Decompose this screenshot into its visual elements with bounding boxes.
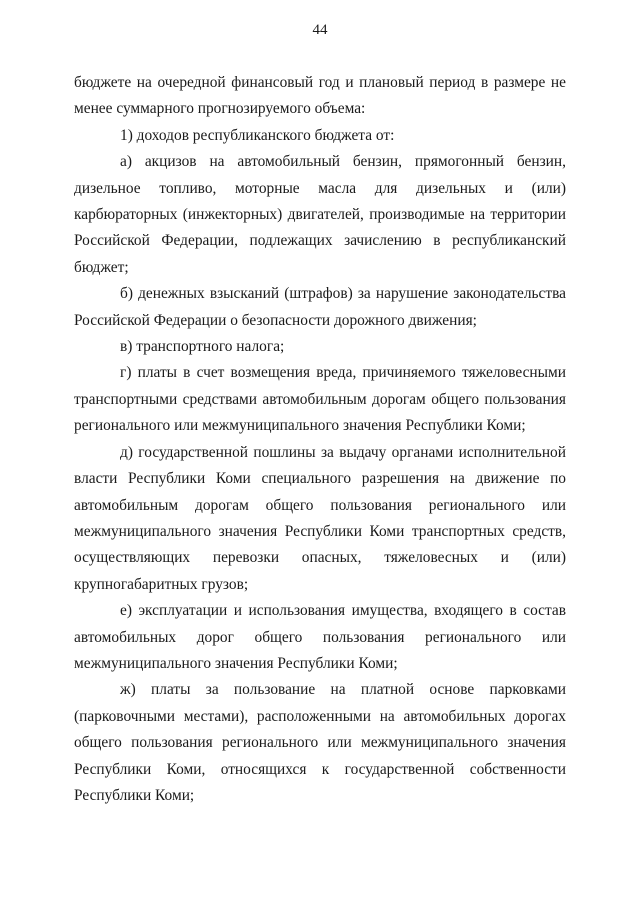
paragraph-item-d: д) государственной пошлины за выдачу органами исполнительной власти Республики Коми специального разрешения на движение по автомобильным дорогам общего пользования регионального или межмуниципального значения Республики Коми транспортных средств, осуществляющих перевозки опасных, тяжеловесных и (или) крупногабаритных грузов;: [74, 443, 566, 593]
paragraph-item-v: в) транспортного налога;: [120, 338, 285, 356]
paragraph-continuation: бюджете на очередной финансовый год и плановый период в размере не менее суммарного прогнозируемого объема:: [74, 74, 566, 118]
paragraph-item-e: е) эксплуатации и использования имущества, входящего в состав автомобильных дорог общего пользования регионального или межмуниципального значения Республики Коми;: [74, 602, 566, 672]
paragraph-item-b: б) денежных взысканий (штрафов) за нарушение законодательства Российской Федерации о безопасности дорожного движения;: [74, 285, 566, 329]
paragraph-item-zh: ж) платы за пользование на платной основе парковками (парковочными местами), расположенными на автомобильных дорогах общего пользования регионального или межмуниципального значения Республики Коми, относящихся к государственной собственности Республики Коми;: [74, 681, 566, 804]
paragraph-item-g: г) платы в счет возмещения вреда, причиняемого тяжеловесными транспортными средствами автомобильным дорогам общего пользования регионального или межмуниципального значения Республики Коми;: [74, 364, 566, 435]
paragraph-item-1: 1) доходов республиканского бюджета от:: [120, 126, 395, 144]
page-number: 44: [312, 22, 328, 38]
paragraph-item-a: а) акцизов на автомобильный бензин, прямогонный бензин, дизельное топливо, моторные масла для дизельных и (или) карбюраторных (инжекторных) двигателей, производимые на территории Российской Федерации, подлежащих зачислению в республиканский бюджет;: [74, 153, 566, 276]
document-body: [74, 70, 566, 809]
